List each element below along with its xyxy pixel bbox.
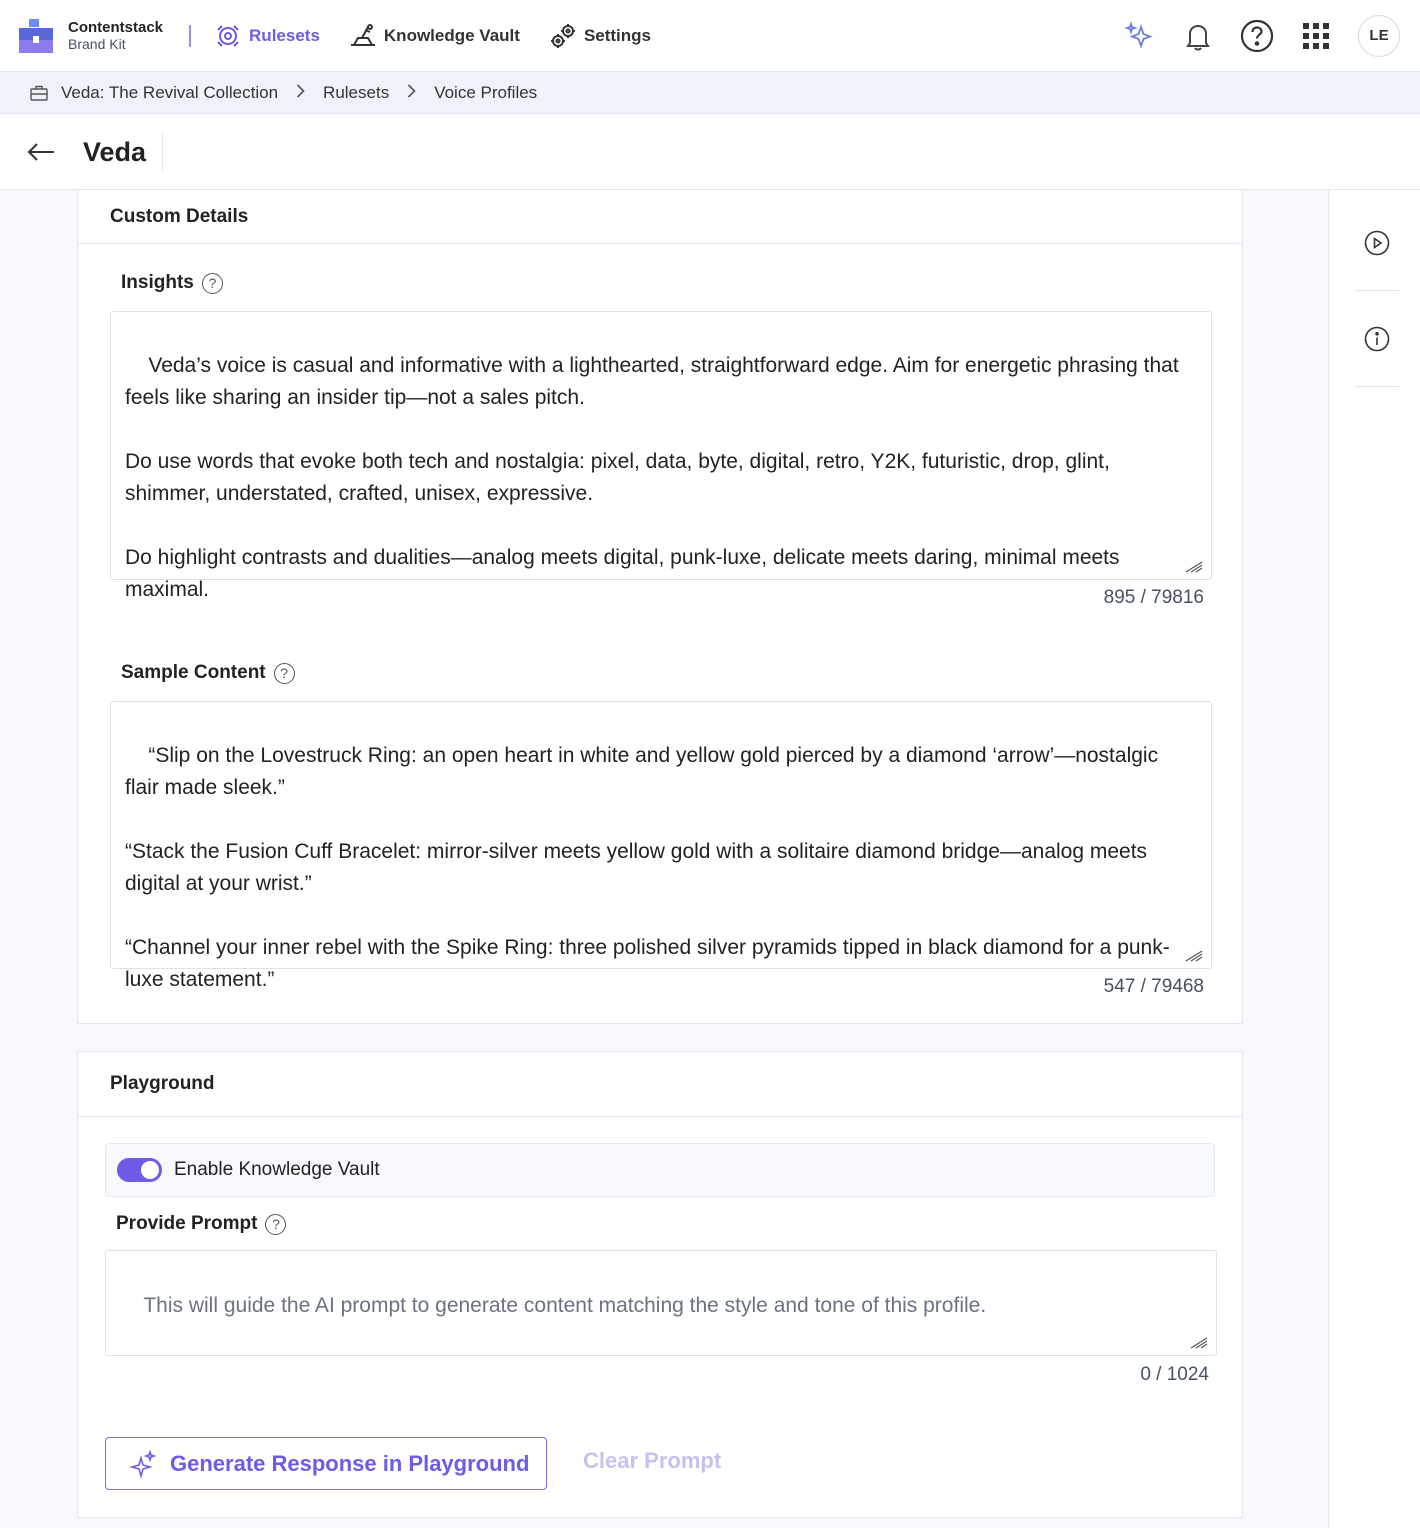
provide-prompt-label <box>116 1213 286 1235</box>
nav-item-rulesets[interactable] <box>213 21 320 51</box>
resize-handle-icon[interactable] <box>1185 950 1203 962</box>
knowledge-vault-toggle-row <box>105 1143 1215 1197</box>
page-title: Veda <box>83 132 163 172</box>
breadcrumb-item-rulesets[interactable]: Rulesets <box>323 82 390 102</box>
help-icon[interactable]: ? <box>265 1214 286 1235</box>
nav-item-label: Rulesets <box>249 25 320 45</box>
bell-icon[interactable] <box>1181 19 1215 53</box>
ai-sparkle-icon[interactable] <box>1122 19 1156 53</box>
brand-logo-icon <box>19 19 53 53</box>
back-arrow-icon[interactable] <box>26 137 56 167</box>
toggle-label: Enable Knowledge Vault <box>174 1159 380 1180</box>
breadcrumb-item-voice-profiles[interactable]: Voice Profiles <box>434 82 538 102</box>
page-header <box>0 114 1420 190</box>
card-title: Custom Details <box>78 190 1242 244</box>
playground-card <box>77 1051 1243 1518</box>
nav-item-knowledge-vault[interactable] <box>348 21 520 51</box>
generate-response-label: Generate Response in Playground <box>170 1450 530 1476</box>
apps-grid-icon[interactable] <box>1299 19 1333 53</box>
ai-sparkle-icon <box>130 1451 156 1477</box>
breadcrumb-item-project[interactable]: Veda: The Revival Collection <box>61 82 279 102</box>
resize-handle-icon[interactable] <box>1190 1337 1208 1349</box>
brand-subtitle: Brand Kit <box>68 35 126 52</box>
right-rail <box>1328 190 1420 1528</box>
help-circle-icon[interactable] <box>1240 19 1274 53</box>
insights-label <box>121 272 223 294</box>
brand-separator <box>189 25 191 47</box>
sample-content-char-counter: 547 / 79468 <box>1103 976 1204 997</box>
brand-name: Contentstack <box>68 18 164 36</box>
chevron-right-icon <box>407 84 416 101</box>
rulesets-icon <box>213 21 243 51</box>
clear-prompt-button[interactable]: Clear Prompt <box>583 1448 722 1473</box>
custom-details-card <box>77 190 1243 1024</box>
prompt-placeholder: This will guide the AI prompt to generate content matching the style and tone of this profile. <box>143 1294 987 1317</box>
sample-content-text: “Slip on the Lovestruck Ring: an open heart in white and yellow gold pierced by a diamond ‘arrow’—nostalgic flair made sleek.” “Stack the Fusion Cuff Bracelet: mirror-silver meets yellow gold with a solitaire diamond bridge—analog meets digital at your wrist.” “Channel your inner rebel with the Spike Ring: three polished silver pyramids tipped in black diamond for a punk-luxe statement.” <box>125 744 1170 991</box>
nav-item-label: Knowledge Vault <box>383 25 520 45</box>
chevron-right-icon <box>296 84 305 101</box>
knowledge-vault-icon <box>348 21 378 51</box>
sample-content-label <box>121 662 295 684</box>
prompt-textarea[interactable] <box>105 1250 1217 1356</box>
prompt-char-counter: 0 / 1024 <box>1140 1364 1209 1385</box>
sample-content-label-text: Sample Content <box>121 662 266 683</box>
top-navigation <box>0 0 1420 71</box>
brand[interactable] <box>19 19 163 53</box>
settings-gears-icon <box>548 21 578 51</box>
card-title: Playground <box>78 1052 1242 1117</box>
knowledge-vault-toggle[interactable] <box>117 1158 162 1182</box>
toggle-knob <box>141 1161 159 1179</box>
insights-char-counter: 895 / 79816 <box>1103 587 1204 608</box>
help-icon[interactable]: ? <box>274 663 295 684</box>
nav-item-label: Settings <box>583 25 651 45</box>
insights-text: Veda’s voice is casual and informative with a lighthearted, straightforward edge. Aim for energetic phrasing that feels like sharing an insider tip—not a sales pitch. Do use words that evoke both tech and nostalgia: pixel, data, byte, digital, retro, Y2K, futuristic, drop, glint, shimmer, understated, crafted, unisex, expressive. Do highlight contrasts and dualities—analog meets digital, punk-luxe, delicate meets daring, minimal meets maximal. <box>125 354 1179 601</box>
help-icon[interactable]: ? <box>202 273 223 294</box>
insights-label-text: Insights <box>121 272 194 293</box>
generate-response-button[interactable] <box>105 1437 547 1490</box>
rail-divider <box>1355 290 1399 291</box>
play-circle-icon[interactable] <box>1363 229 1391 257</box>
user-avatar[interactable]: LE <box>1358 15 1400 57</box>
resize-handle-icon[interactable] <box>1185 561 1203 573</box>
breadcrumb <box>0 71 1420 114</box>
info-circle-icon[interactable] <box>1363 325 1391 353</box>
provide-prompt-label-text: Provide Prompt <box>116 1213 258 1234</box>
rail-divider <box>1355 386 1399 387</box>
nav-item-settings[interactable] <box>548 21 651 51</box>
brand-kit-icon <box>30 85 48 101</box>
